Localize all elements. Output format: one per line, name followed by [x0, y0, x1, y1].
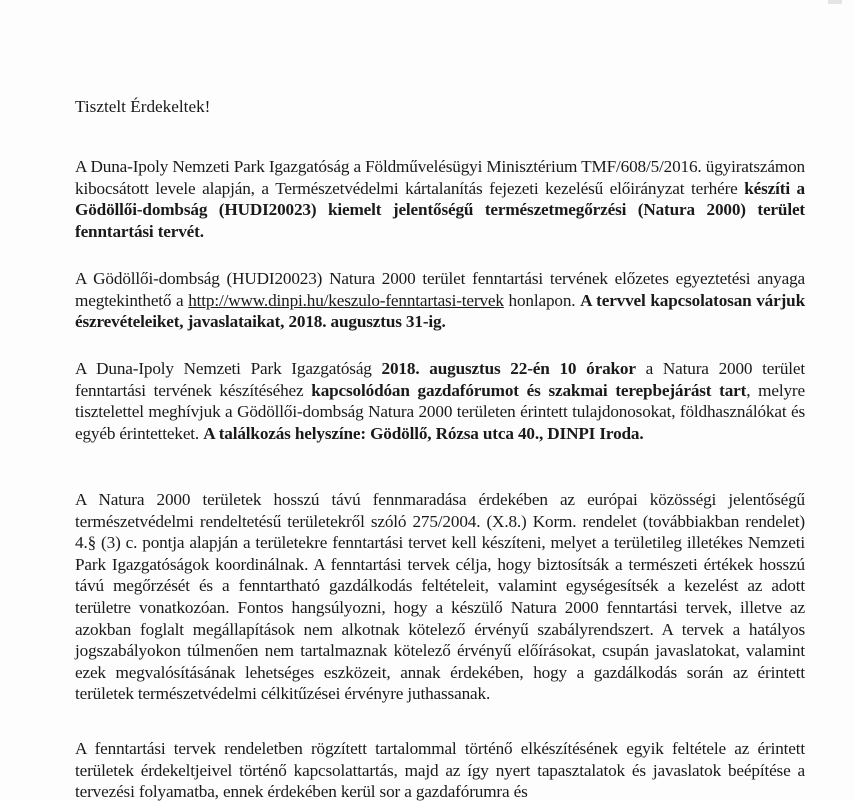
dinpi-plans-link[interactable]: http://www.dinpi.hu/keszulo-fenntartasi-tervek [188, 290, 504, 310]
scan-mark [828, 0, 842, 4]
text-segment: a Natura 2000 terület fenntartási tervének készítéséhez [75, 359, 806, 400]
paragraph-natura-background [75, 489, 805, 705]
paragraph-plan-preparation [75, 156, 805, 242]
text-segment: A Gödöllői-dombság (HUDI20023) Natura 2000 terület fenntartási tervének előzetes egyeztetési anyaga megtekinthető a [75, 269, 805, 310]
text-segment: A Duna-Ipoly Nemzeti Park Igazgatóság a Földművelésügyi Minisztérium TMF/608/5/2016. ügyiratszámon kibocsátott levele alapján, a Természetvédelmi kártalanítás fejezeti kezelésű előirányzat terhére [75, 157, 805, 198]
paragraph-forum-invitation [75, 358, 805, 444]
text-segment: , melyre tisztelettel meghívjuk a Gödöllői-dombság Natura 2000 területen érintett tulajdonosokat, földhasználókat és egyéb érintetteket. [75, 380, 805, 443]
bold-text-segment: A tervvel kapcsolatosan várjuk észrevételeiket, javaslataikat, 2018. augusztus 31-ig. [75, 290, 805, 332]
text-segment: A Natura 2000 területek hosszú távú fennmaradása érdekében az európai közösségi jelentőségű természetvédelmi rendeltetésű területekről szóló 275/2004. (X.8.) Korm. rendelet (továbbiakban rendelet) 4.§ (3) c. pontja alapján a területekre fenntartási tervet kell készíteni, melyet a területileg illetékes Nemzeti Park Igazgatóságok koordinálnak. A fenntartási tervek célja, hogy biztosítsák a természeti értékek hosszú távú megőrzését és a fenntartható gazdálkodás feltételeit, valamint egységesítsék a kezelést az adott területre vonatkozóan. Fontos hangsúlyozni, hogy a készülő Natura 2000 fenntartási tervek, illetve az azokban foglalt megállapítások nem alkotnak kötelező érvényű szabályrendszert. A tervek a hatályos jogszabályokon túlmenően nem tartalmaznak kötelező érvényű előírásokat, csupán javaslatokat, valamint ezek megvalósításának lehetséges eszközeit, annak érdekében, hogy a gazdálkodás során az érintett területek természetvédelmi célkitűzései érvényre juthassanak. [75, 490, 805, 704]
paragraph-consultation [75, 268, 805, 333]
bold-text-segment: kapcsolódóan gazdafórumot és szakmai terepbejárást tart [311, 380, 747, 400]
text-segment: A Duna-Ipoly Nemzeti Park Igazgatóság [75, 359, 382, 378]
bold-text-segment: készíti a Gödöllői-dombság (HUDI20023) kiemelt jelentőségű természetmegőrzési (Natura 2000) terület fenntartási tervét. [75, 178, 805, 241]
bold-text-segment: 2018. augusztus 22-én 10 órakor [381, 359, 636, 378]
text-segment: A fenntartási tervek rendeletben rögzített tartalommal történő elkészítésének egyik feltétele az érintett területek érdekeltjeivel történő kapcsolattartás, majd az így nyert tapasztalatok és javaslatok beépítése a tervezési folyamatba, ennek érdekében kerül sor a gazdafórumra és [75, 739, 805, 802]
bold-text-segment: A találkozás helyszíne: Gödöllő, Rózsa utca 40., DINPI Iroda. [203, 423, 644, 443]
paragraph-stakeholder-contact [75, 738, 805, 803]
salutation: Tisztelt Érdekeltek! [75, 97, 211, 116]
text-segment: honlapon. [503, 290, 581, 310]
